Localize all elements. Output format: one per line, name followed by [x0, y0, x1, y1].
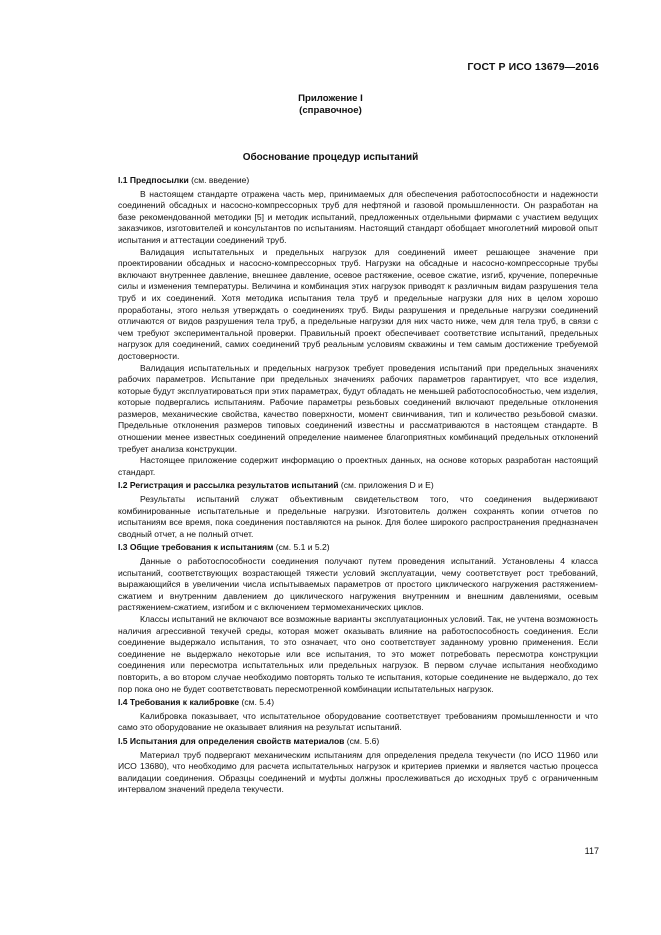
section-title: I.5 Испытания для определения свойств материалов: [118, 735, 345, 746]
paragraph: Валидация испытательных и предельных нагрузок требует проведения испытаний при предельных значениях рабочих параметров. Испытание при предельных значениях рабочих параметров гарантирует, что все изделия, которые будут эксплуатироваться при этих параметрах, будут обладать не меньшей работоспособностью, чем изделия, которые подвергались испытаниям. Рабочие параметры резьбовых соединений включают предельные отклонения размеров, механические свойства, качество поверхности, момент свинчивания, тип и количество резьбовой смазки. Предельные отклонения размеров типовых соединений известны и рассматриваются в настоящем стандарте. В отношении менее известных соединений определение наименее благоприятных комбинаций предельных отклонений требует анализа конструкции.: [118, 362, 598, 454]
section-ref: (см. приложения D и E): [338, 480, 434, 491]
section-title: I.3 Общие требования к испытаниям: [118, 542, 274, 553]
main-title: Обоснование процедур испытаний: [242, 152, 419, 163]
page-number: 117: [584, 846, 599, 856]
paragraph: Данные о работоспособности соединения получают путем проведения испытаний. Установлены 4 класса испытаний, соответствующих возрастающей тяжести условий эксплуатации, чему соответствует рост требований, выражающийся в увеличении числа испытываемых параметров от простого циклического нагружения растяжением-сжатием и внутренним давлением до циклического нагружения внутренним и внешним давлениями, осевым растяжением-сжатием, изгибом и с включением термомеханических циклов.: [118, 556, 598, 613]
paragraph: В настоящем стандарте отражена часть мер, принимаемых для обеспечения работоспособности и надежности соединений обсадных и насосно-компрессорных труб для нефтяной и газовой промышленности. Он разработан на базе рекомендованной методики [5] и методик испытаний, предложенных отдельными фирмами с участием ведущих заказчиков, изготовителей и консультантов по испытаниям. Настоящий стандарт обобщает многолетний мировой опыт испытания и аттестации соединений труб.: [118, 188, 598, 245]
paragraph: Материал труб подвергают механическим испытаниям для определения предела текучести (по ИСО 11960 или ИСО 13680), что необходимо для расчета испытательных нагрузок и критериев приемки и является частью процесса валидации соединения. Образцы соединений и муфты должны прослеживаться до исходных труб с ограниченным интервалом значений предела текучести.: [118, 749, 598, 795]
body-text: [118, 175, 598, 796]
annex-heading: [0, 93, 661, 117]
paragraph: Классы испытаний не включают все возможные варианты эксплуатационных условий. Так, не учтена возможность наличия агрессивной текучей среды, которая может оказывать влияние на работоспособность соединения. Если соединение выдержало испытания, то это означает, что оно соответствует заданному уровню применения. Если соединение не выдержало некоторые или все испытания, то это может потребовать пересмотра конструкции соединения или пересмотра испытательных или предельных нагрузок. В первом случае испытания необходимо повторить, а во втором случае необходимо повторять только те испытания, которые соединение не выдержало, до тех пор пока оно не будет соответствовать пересмотренной комбинации испытательных нагрузок.: [118, 613, 598, 694]
annex-subtitle: (справочное): [299, 105, 362, 116]
section-title: I.1 Предпосылки: [118, 175, 189, 185]
section-heading: [118, 697, 598, 709]
paragraph: Калибровка показывает, что испытательное оборудование соответствует требованиям промышленности и что само это оборудование не оказывает влияния на результат испытаний.: [118, 710, 598, 733]
section-title: I.4 Требования к калибровке: [118, 697, 240, 708]
section-heading: [118, 480, 598, 492]
section-heading: [118, 736, 598, 748]
paragraph: Настоящее приложение содержит информацию о проектных данных, на основе которых разработан настоящий стандарт.: [118, 455, 598, 477]
section-title: I.2 Регистрация и рассылка результатов испытаний: [118, 480, 339, 491]
annex-title: Приложение I: [298, 93, 363, 104]
section-ref: (см. 5.6): [344, 735, 380, 746]
section-ref: (см. 5.1 и 5.2): [273, 542, 330, 553]
section-ref: (см. 5.4): [239, 697, 275, 708]
paragraph: Результаты испытаний служат объективным свидетельством того, что соединения выдерживают комбинированные испытательные и предельные нагрузки. Изготовитель должен сохранять копии отчетов по испытаниям все время, пока соединения поставляются на рынок. Для более широкого распространения предназначен сводный отчет, а не полный отчет.: [118, 494, 598, 539]
section-ref: (см. введение): [188, 175, 250, 185]
section-heading: [118, 175, 598, 187]
section-heading: [118, 542, 598, 554]
document-code: ГОСТ Р ИСО 13679—2016: [467, 61, 599, 73]
paragraph: Валидация испытательных и предельных нагрузок для соединений имеет решающее значение при проектировании обсадных и насосно-компрессорных труб. Нагрузки на обсадные и насосно-компрессорные трубы включают внутреннее давление, внешнее давление, осевое растяжение, осевое сжатие, изгиб, кручение, поперечные силы и изменения температуры. Величина и комбинация этих нагрузок приводят к различным видам разрушения тела труб и их соединений. Хотя методика испытания тела труб и предельные нагрузки для них в целом хорошо проработаны, этого нельзя утверждать о соединениях труб. Виды разрушения и предельные нагрузки соединений отличаются от видов разрушения тела труб, а предельные нагрузки для них часто ниже, чем для тела труб, в связи с чем требуют экспериментальной проверки. Правильный проект обеспечивает соответствие испытаний, предельных нагрузок для соединений, самих соединений труб реальным условиям скважины и тем самым достижение требуемой достоверности.: [118, 246, 598, 361]
